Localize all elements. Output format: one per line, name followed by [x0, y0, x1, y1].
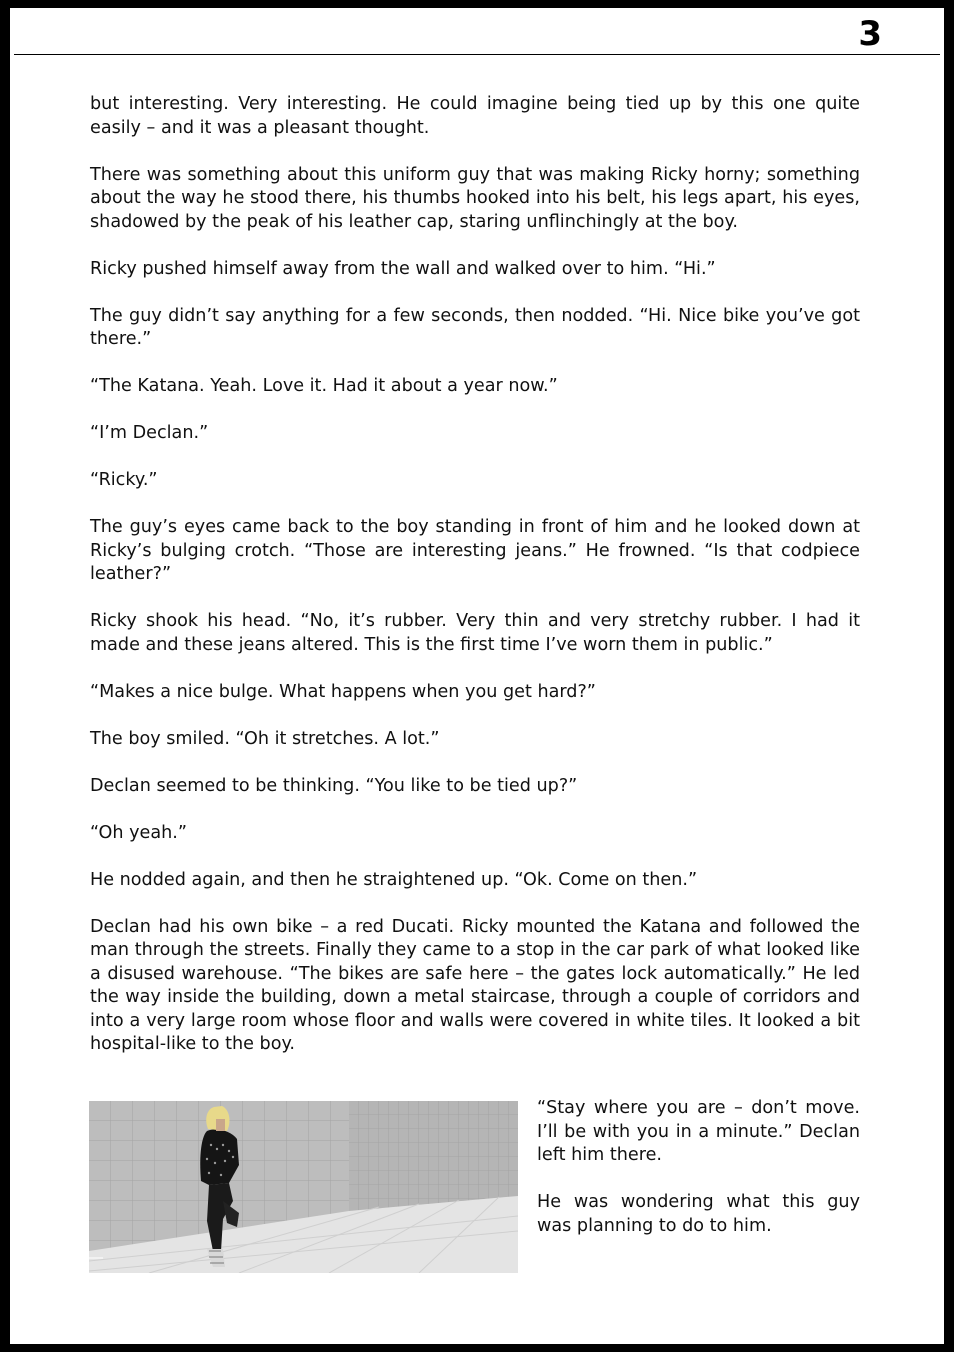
tiled-room-figure-illustration: [89, 1101, 518, 1273]
paragraph: “Ricky.”: [90, 470, 158, 490]
paragraph: “Makes a nice bulge. What happens when you get hard?”: [90, 681, 596, 702]
paragraph: He nodded again, and then he straightened up. “Ok. Come on then.”: [90, 869, 698, 890]
paragraph: The guy’s eyes came back to the boy standing in front of him and he looked down at Ricky’s bulging crotch. “Those are interesting jeans.” He frowned. “Is that codpiece leather?”: [90, 517, 860, 584]
paragraph: There was something about this uniform guy that was making Ricky horny; something about the way he stood there, his thumbs hooked into his belt, his legs apart, his eyes, shadowed by the peak of his leather cap, staring unflinchingly at the boy.: [90, 164, 860, 232]
paragraph: but interesting. Very interesting. He could imagine being tied up by this one quite easily – and it was a pleasant thought.: [90, 94, 860, 138]
side-text-column: [537, 1097, 860, 1262]
paragraph: He was wondering what this guy was planning to do to him.: [537, 1192, 860, 1236]
paragraph: Declan seemed to be thinking. “You like to be tied up?”: [90, 775, 578, 796]
paragraph: “The Katana. Yeah. Love it. Had it about a year now.”: [90, 376, 558, 396]
paragraph: Declan had his own bike – a red Ducati. Ricky mounted the Katana and followed the man through the streets. Finally they came to a stop in the car park of what looked like a disused warehouse. “The bikes are safe here – the gates lock automatically.” He led the way inside the building, down a metal staircase, through a couple of corridors and into a very large room whose floor and walls were covered in white tiles. It looked a bit hospital-like to the boy.: [90, 916, 860, 1054]
paragraph: “I’m Declan.”: [90, 423, 209, 443]
header-divider: [14, 54, 940, 55]
document-page: [10, 8, 944, 1344]
story-illustration: [89, 1101, 518, 1273]
paragraph: “Oh yeah.”: [90, 822, 187, 843]
paragraph: “Stay where you are – don’t move. I’ll be with you in a minute.” Declan left him there.: [537, 1098, 860, 1165]
paragraph: Ricky pushed himself away from the wall and walked over to him. “Hi.”: [90, 258, 716, 279]
paragraph: Ricky shook his head. “No, it’s rubber. Very thin and very stretchy rubber. I had it made and these jeans altered. This is the first time I’ve worn them in public.”: [90, 611, 860, 655]
page-number: 3: [858, 14, 882, 54]
main-text-column: [90, 93, 860, 1080]
paragraph: The guy didn’t say anything for a few seconds, then nodded. “Hi. Nice bike you’ve got there.”: [90, 305, 860, 349]
paragraph: The boy smiled. “Oh it stretches. A lot.”: [90, 728, 440, 749]
